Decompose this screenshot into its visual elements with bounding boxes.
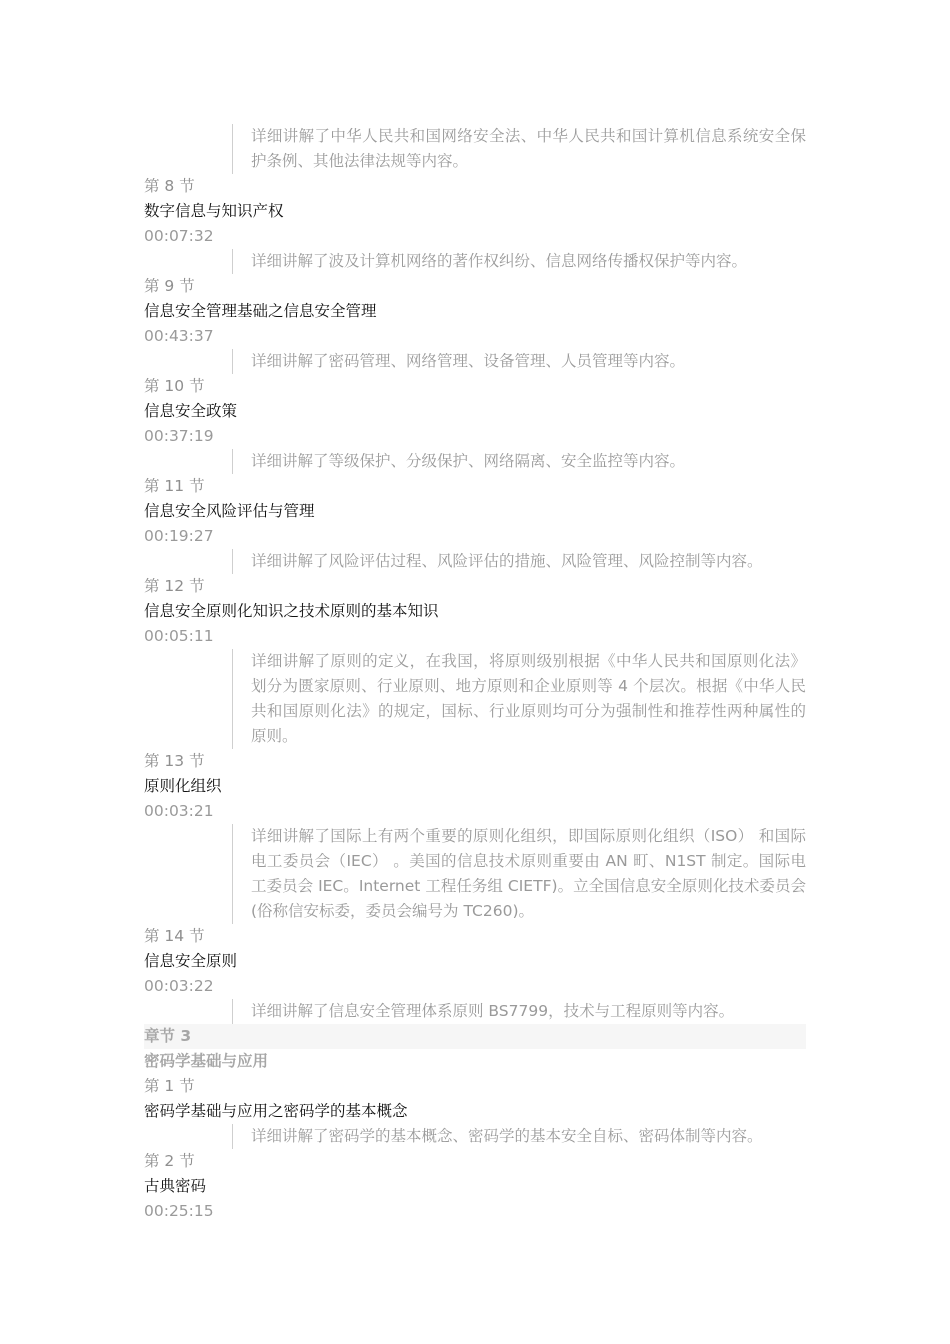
lesson-title: 原则化组织: [144, 777, 222, 795]
lesson-duration: 00:03:22: [144, 977, 214, 995]
lesson-description: 详细讲解了等级保护、分级保护、网络隔离、安全监控等内容。: [232, 449, 806, 474]
lesson-title: 信息安全风险评估与管理: [144, 502, 315, 520]
lesson-duration: 00:19:27: [144, 527, 214, 545]
lesson-title: 数字信息与知识产权: [144, 202, 284, 220]
lesson-description: 详细讲解了波及计算机网络的著作权纠纷、信息网络传播权保护等内容。: [232, 249, 806, 274]
lesson-number: 第 10 节: [144, 377, 205, 395]
lesson-number: 第 8 节: [144, 177, 195, 195]
lesson-description: 详细讲解了密码学的基本概念、密码学的基本安全自标、密码体制等内容。: [232, 1124, 806, 1149]
lesson-number: 第 2 节: [144, 1152, 195, 1170]
chapter-title: 密码学基础与应用: [144, 1052, 269, 1070]
lesson-title: 信息安全政策: [144, 402, 238, 420]
lesson-description: 详细讲解了密码管理、网络管理、设备管理、人员管理等内容。: [232, 349, 806, 374]
lesson-duration: 00:05:11: [144, 627, 214, 645]
lesson-title: 信息安全管理基础之信息安全管理: [144, 302, 377, 320]
lesson-title: 信息安全原则化知识之技术原则的基本知识: [144, 602, 439, 620]
lesson-description: 详细讲解了中华人民共和国网络安全法、中华人民共和国计算机信息系统安全保护条例、其他法律法规等内容。: [232, 124, 806, 174]
lesson-description: 详细讲解了信息安全管理体系原则 BS7799，技术与工程原则等内容。: [232, 999, 806, 1024]
lesson-title: 密码学基础与应用之密码学的基本概念: [144, 1102, 408, 1120]
lesson-title: 古典密码: [144, 1177, 207, 1195]
lesson-duration: 00:37:19: [144, 427, 214, 445]
course-outline: [144, 124, 806, 1224]
lesson-description: 详细讲解了风险评估过程、风险评估的措施、风险管理、风险控制等内容。: [232, 549, 806, 574]
lesson-duration: 00:43:37: [144, 327, 214, 345]
lesson-duration: 00:25:15: [144, 1202, 214, 1220]
lesson-description: 详细讲解了原则的定义，在我国，将原则级别根据《中华人民共和国原则化法》划分为匮家原则、行业原则、地方原则和企业原则等 4 个层次。根据《中华人民共和国原则化法》的规定，国标、行业原则均可分为强制性和推荐性两种属性的原则。: [232, 649, 806, 749]
lesson-number: 第 14 节: [144, 927, 205, 945]
lesson-number: 第 11 节: [144, 477, 205, 495]
lesson-duration: 00:03:21: [144, 802, 214, 820]
lesson-duration: 00:07:32: [144, 227, 214, 245]
lesson-title: 信息安全原则: [144, 952, 238, 970]
lesson-number: 第 12 节: [144, 577, 205, 595]
lesson-number: 第 1 节: [144, 1077, 195, 1095]
lesson-number: 第 13 节: [144, 752, 205, 770]
lesson-description: 详细讲解了国际上有两个重要的原则化组织，即国际原则化组织（ISO） 和国际电工委员会（IEC） 。美国的信息技术原则重要由 AN 町、N1ST 制定。国际电工委员会 IEC。Internet 工程任务组 CIETF)。立全国信息安全原则化技术委员会(俗称信安标委，委员会编号为 TC260)。: [232, 824, 806, 924]
chapter-heading: 章节 3: [144, 1024, 806, 1049]
lesson-number: 第 9 节: [144, 277, 195, 295]
